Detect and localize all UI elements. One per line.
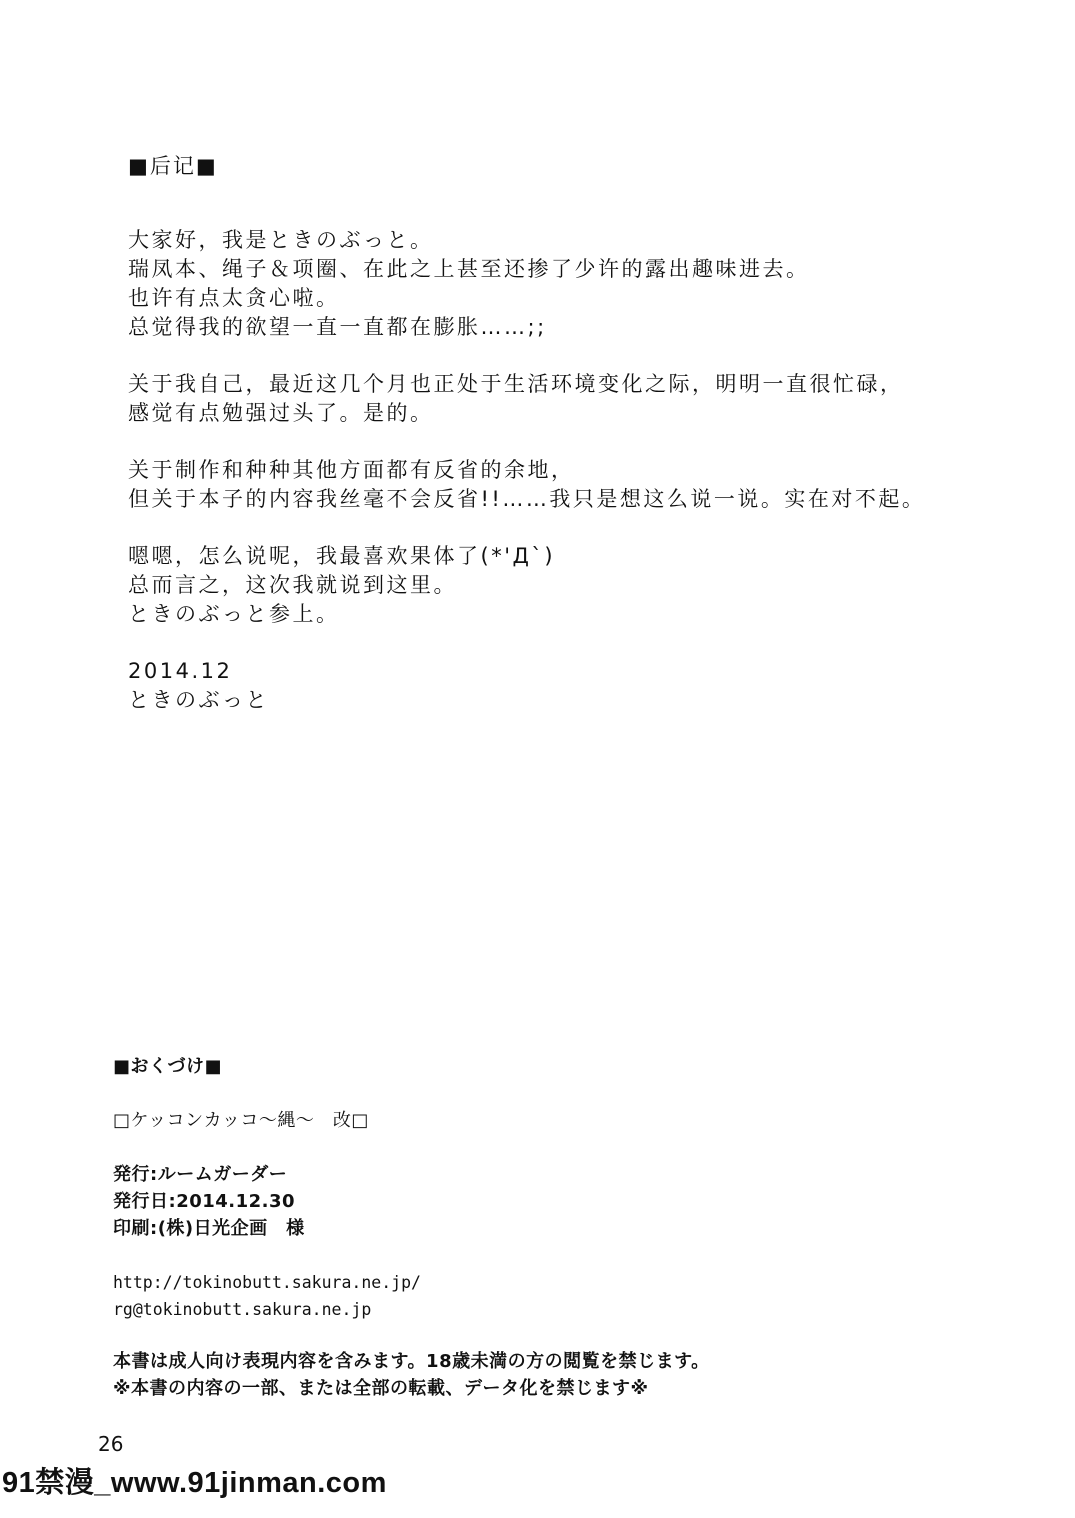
contact-email: rg@tokinobutt.sakura.ne.jp bbox=[113, 1300, 372, 1319]
copy-prohibition-notice: ※本書の内容の一部、または全部の転載、データ化を禁じます※ bbox=[113, 1378, 649, 1399]
paragraph-3 bbox=[128, 456, 1028, 514]
text-line: 但关于本子的内容我丝毫不会反省!!……我只是想这么说一说。实在对不起。 bbox=[128, 487, 926, 511]
text-line: 瑞凤本、绳子＆项圈、在此之上甚至还掺了少许的露出趣味进去。 bbox=[128, 257, 810, 281]
afterword-date: 2014.12 bbox=[128, 659, 233, 683]
printer: 印刷:(株)日光企画 様 bbox=[113, 1218, 305, 1239]
page-number: 26 bbox=[98, 1432, 124, 1456]
author-signature: ときのぶっと bbox=[128, 688, 269, 712]
text-line: 嗯嗯，怎么说呢，我最喜欢果体了(*'Д`) bbox=[128, 544, 556, 568]
signature-block bbox=[128, 657, 1028, 715]
paragraph-2 bbox=[128, 370, 1028, 428]
website-url: http://tokinobutt.sakura.ne.jp/ bbox=[113, 1273, 421, 1292]
colophon-title: ■おくづけ■ bbox=[113, 1056, 223, 1077]
text-line: 关于制作和种种其他方面都有反省的余地， bbox=[128, 458, 575, 482]
paragraph-4 bbox=[128, 542, 1028, 629]
text-line: ときのぶっと参上。 bbox=[128, 602, 340, 626]
text-line: 关于我自己，最近这几个月也正处于生活环境变化之际，明明一直很忙碌， bbox=[128, 372, 904, 396]
afterword-section bbox=[128, 150, 1028, 715]
publish-date: 発行日:2014.12.30 bbox=[113, 1191, 296, 1212]
publisher: 発行:ルームガーダー bbox=[113, 1164, 288, 1185]
colophon-section bbox=[113, 1053, 1013, 1402]
afterword-title: ■后记■ bbox=[128, 154, 218, 178]
book-title: □ケッコンカッコ～縄～ 改□ bbox=[113, 1110, 369, 1131]
paragraph-1 bbox=[128, 226, 1028, 342]
text-line: 也许有点太贪心啦。 bbox=[128, 286, 340, 310]
text-line: 总而言之，这次我就说到这里。 bbox=[128, 573, 457, 597]
text-line: 感觉有点勉强过头了。是的。 bbox=[128, 401, 434, 425]
text-line: 大家好，我是ときのぶっと。 bbox=[128, 228, 434, 252]
text-line: 总觉得我的欲望一直一直都在膨胀……;; bbox=[128, 315, 547, 339]
site-watermark: 91禁漫_www.91jinman.com bbox=[2, 1467, 387, 1499]
adult-content-notice: 本書は成人向け表現内容を含みます。18歳未満の方の閲覧を禁じます。 bbox=[113, 1351, 710, 1372]
